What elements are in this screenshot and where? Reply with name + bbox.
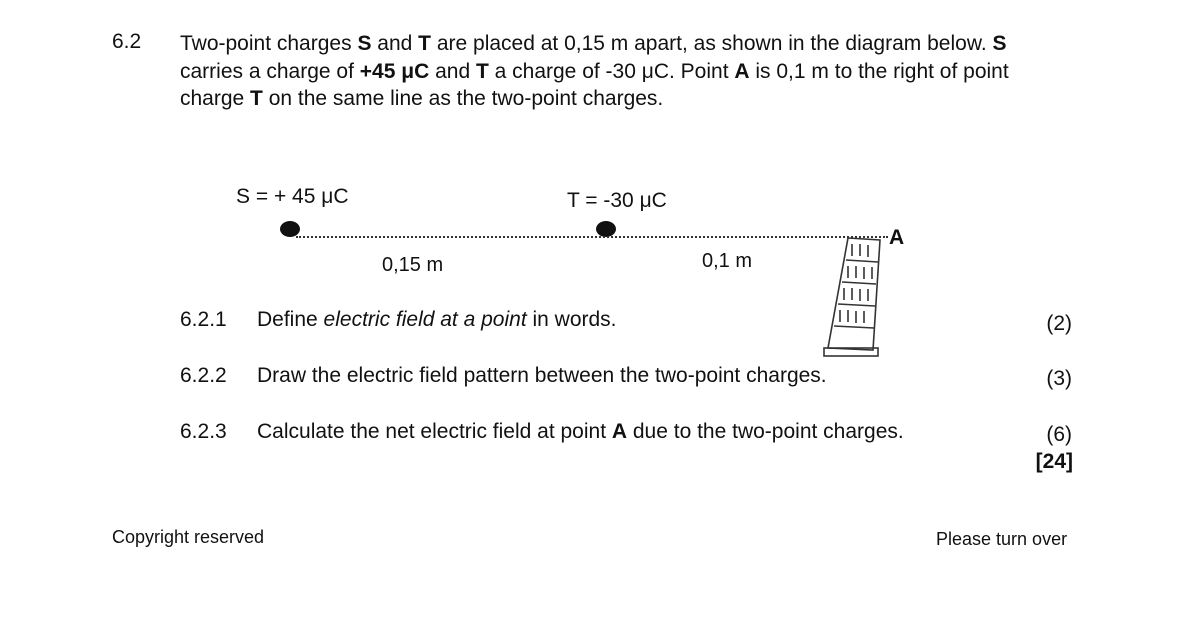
subquestion-number: 6.2.2 [180, 364, 227, 387]
total-marks: [24] [1035, 450, 1073, 473]
subquestion-number: 6.2.3 [180, 420, 227, 443]
charge-t-label: T = -30 μC [567, 189, 667, 212]
charge-t-dot [596, 221, 616, 237]
subquestion-number: 6.2.1 [180, 308, 227, 331]
charge-s-label: S = + 45 μC [236, 185, 349, 208]
subquestion-text: Calculate the net electric field at point A due to the two-point charges. [257, 420, 904, 443]
charge-s-dot [280, 221, 300, 237]
footer-turn-over: Please turn over [936, 529, 1068, 549]
subquestion-marks: (6) [1046, 423, 1072, 446]
charge-line [296, 236, 888, 238]
question-number: 6.2 [112, 30, 142, 53]
subquestion-text: Define electric field at a point in words. [257, 308, 617, 331]
distance-ta-label: 0,1 m [702, 250, 753, 272]
point-a-label: A [889, 226, 905, 249]
question-intro: Two-point charges S and T are placed at 0,15 m apart, as shown in the diagram below. S carries a charge of +45 μC and T a charge of -30 μC. Point A is 0,1 m to the right of point charge T on the same line as the two-point charges. [180, 32, 1009, 110]
distance-st-label: 0,15 m [382, 254, 444, 276]
footer-copyright: Copyright reserved [112, 527, 265, 547]
subquestion-marks: (3) [1046, 367, 1072, 390]
subquestion-text: Draw the electric field pattern between the two-point charges. [257, 364, 827, 387]
subquestion-marks: (2) [1046, 312, 1072, 335]
leaning-tower-icon [818, 230, 898, 365]
